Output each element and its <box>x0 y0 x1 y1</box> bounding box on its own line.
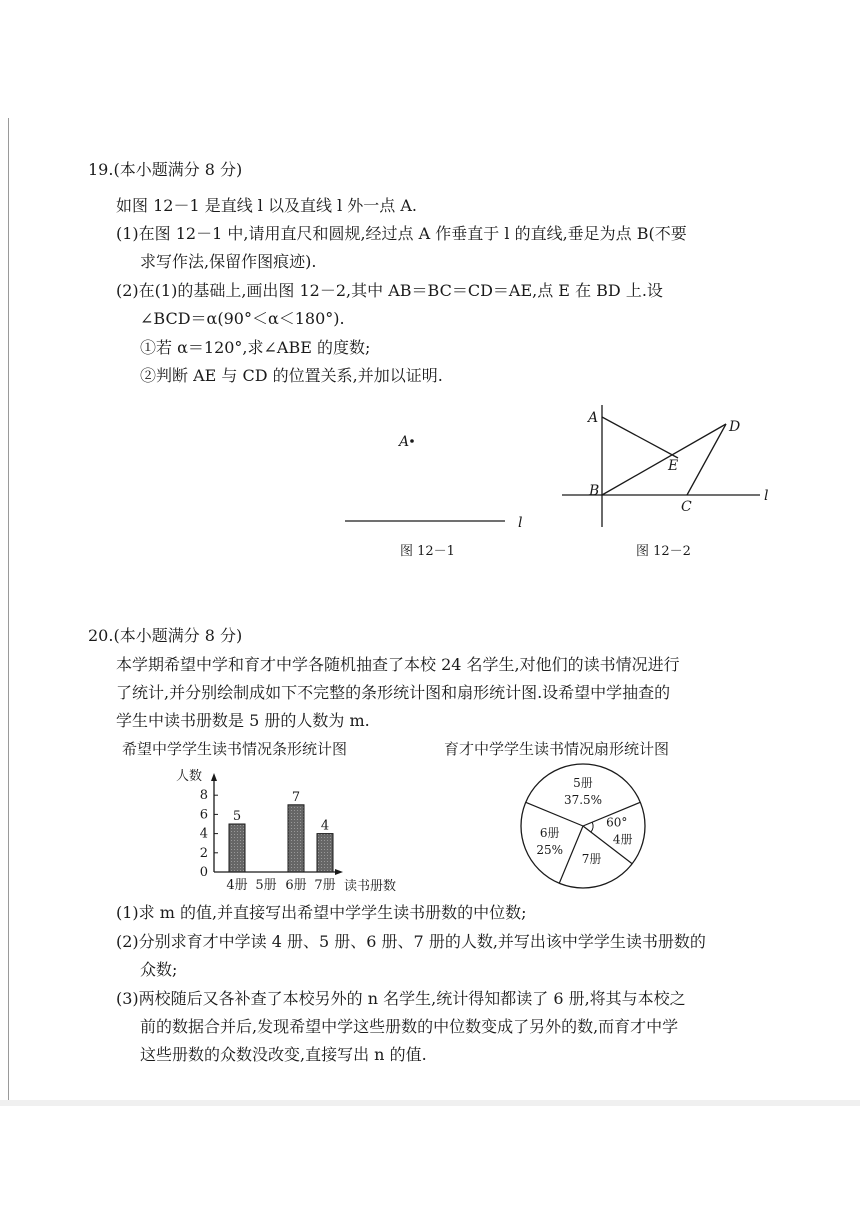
fig2-caption: 图 12－2 <box>636 544 691 559</box>
pie-slice-label: 6册 <box>539 825 560 840</box>
q19-line-2: (1)在图 12－1 中,请用直尺和圆规,经过点 A 作垂直于 l 的直线,垂足为点 B(不要 <box>116 224 687 243</box>
fig2-label-e: E <box>668 458 679 474</box>
bar-y-tick-label: 6 <box>199 807 208 823</box>
q20-question-2: (2)分别求育才中学读 4 册、5 册、6 册、7 册的人数,并写出该中学学生读书册数的 <box>116 932 706 951</box>
fig2-label-a: A <box>588 410 599 426</box>
bar-category-label: 7册 <box>314 878 336 893</box>
bar-y-tick-label: 4 <box>199 826 208 842</box>
fig1-caption: 图 12－1 <box>400 544 455 559</box>
pie-slice-value: 37.5% <box>563 793 603 807</box>
fig1-label-l: l <box>518 515 523 531</box>
pie-slice-label: 4册 <box>612 832 633 847</box>
bar-y-label: 人数 <box>176 769 203 784</box>
pie-slice-label: 5册 <box>573 776 593 790</box>
q20-question-3-cont1: 前的数据合并后,发现希望中学这些册数的中位数变成了另外的数,而育才中学 <box>140 1017 679 1036</box>
fig2-label-b: B <box>589 483 600 499</box>
bar-chart-title: 希望中学学生读书情况条形统计图 <box>122 740 348 758</box>
pie-chart-title: 育才中学学生读书情况扇形统计图 <box>444 740 670 758</box>
q20-question-1: (1)求 m 的值,并直接写出希望中学学生读书册数的中位数; <box>116 903 527 922</box>
bar-data-label: 4 <box>320 818 330 834</box>
fig1-label-a: A <box>399 434 410 450</box>
pie-angle-arc <box>591 822 593 832</box>
q19-line-3: 求写作法,保留作图痕迹). <box>140 252 317 271</box>
q19-line-4: (2)在(1)的基础上,画出图 12－2,其中 AB＝BC＝CD＝AE,点 E 在 BD 上.设 <box>116 281 663 300</box>
q20-question-3-cont2: 这些册数的众数没改变,直接写出 n 的值. <box>140 1045 427 1064</box>
q19-line-6: ①若 α＝120°,求∠ABE 的度数; <box>140 338 371 357</box>
q20-line-1: 本学期希望中学和育才中学各随机抽查了本校 24 名学生,对他们的读书情况进行 <box>116 655 680 674</box>
q19-header: 19.(本小题满分 8 分) <box>88 160 243 179</box>
bar-y-tick-label: 2 <box>199 845 208 861</box>
pie-slice-value: 25% <box>536 842 564 857</box>
fig2-label-d: D <box>729 419 741 435</box>
pie-slice-label: 7册 <box>581 851 602 866</box>
pie-marks <box>526 776 641 883</box>
bar-category-label: 5册 <box>255 878 277 893</box>
q19-line-5: ∠BCD＝α(90°＜α＜180°). <box>140 309 345 328</box>
bar-data-label: 5 <box>232 809 242 824</box>
bar-y-tick-label: 0 <box>199 865 208 880</box>
bar-x-label: 读书册数 <box>344 879 397 894</box>
bar-data-label: 7 <box>291 789 301 805</box>
q20-question-3: (3)两校随后又各补查了本校另外的 n 名学生,统计得知都读了 6 册,将其与本校之 <box>116 989 686 1008</box>
q20-header: 20.(本小题满分 8 分) <box>88 626 243 645</box>
q19-line-1: 如图 12－1 是直线 l 以及直线 l 外一点 A. <box>116 196 418 215</box>
fig2-label-l: l <box>764 488 769 504</box>
bar-category-label: 6册 <box>285 878 307 893</box>
q19-line-7: ②判断 AE 与 CD 的位置关系,并加以证明. <box>140 366 443 385</box>
q20-question-2-cont: 众数; <box>140 960 178 979</box>
bar-category-label: 4册 <box>226 878 248 893</box>
pie-slice-value: 60° <box>606 815 628 830</box>
fig2-label-c: C <box>681 499 692 515</box>
q20-line-2: 了统计,并分别绘制成如下不完整的条形统计图和扇形统计图.设希望中学抽查的 <box>116 683 671 702</box>
q20-line-3: 学生中读书册数是 5 册的人数为 m. <box>116 711 370 730</box>
bar-y-tick-label: 8 <box>199 788 208 804</box>
